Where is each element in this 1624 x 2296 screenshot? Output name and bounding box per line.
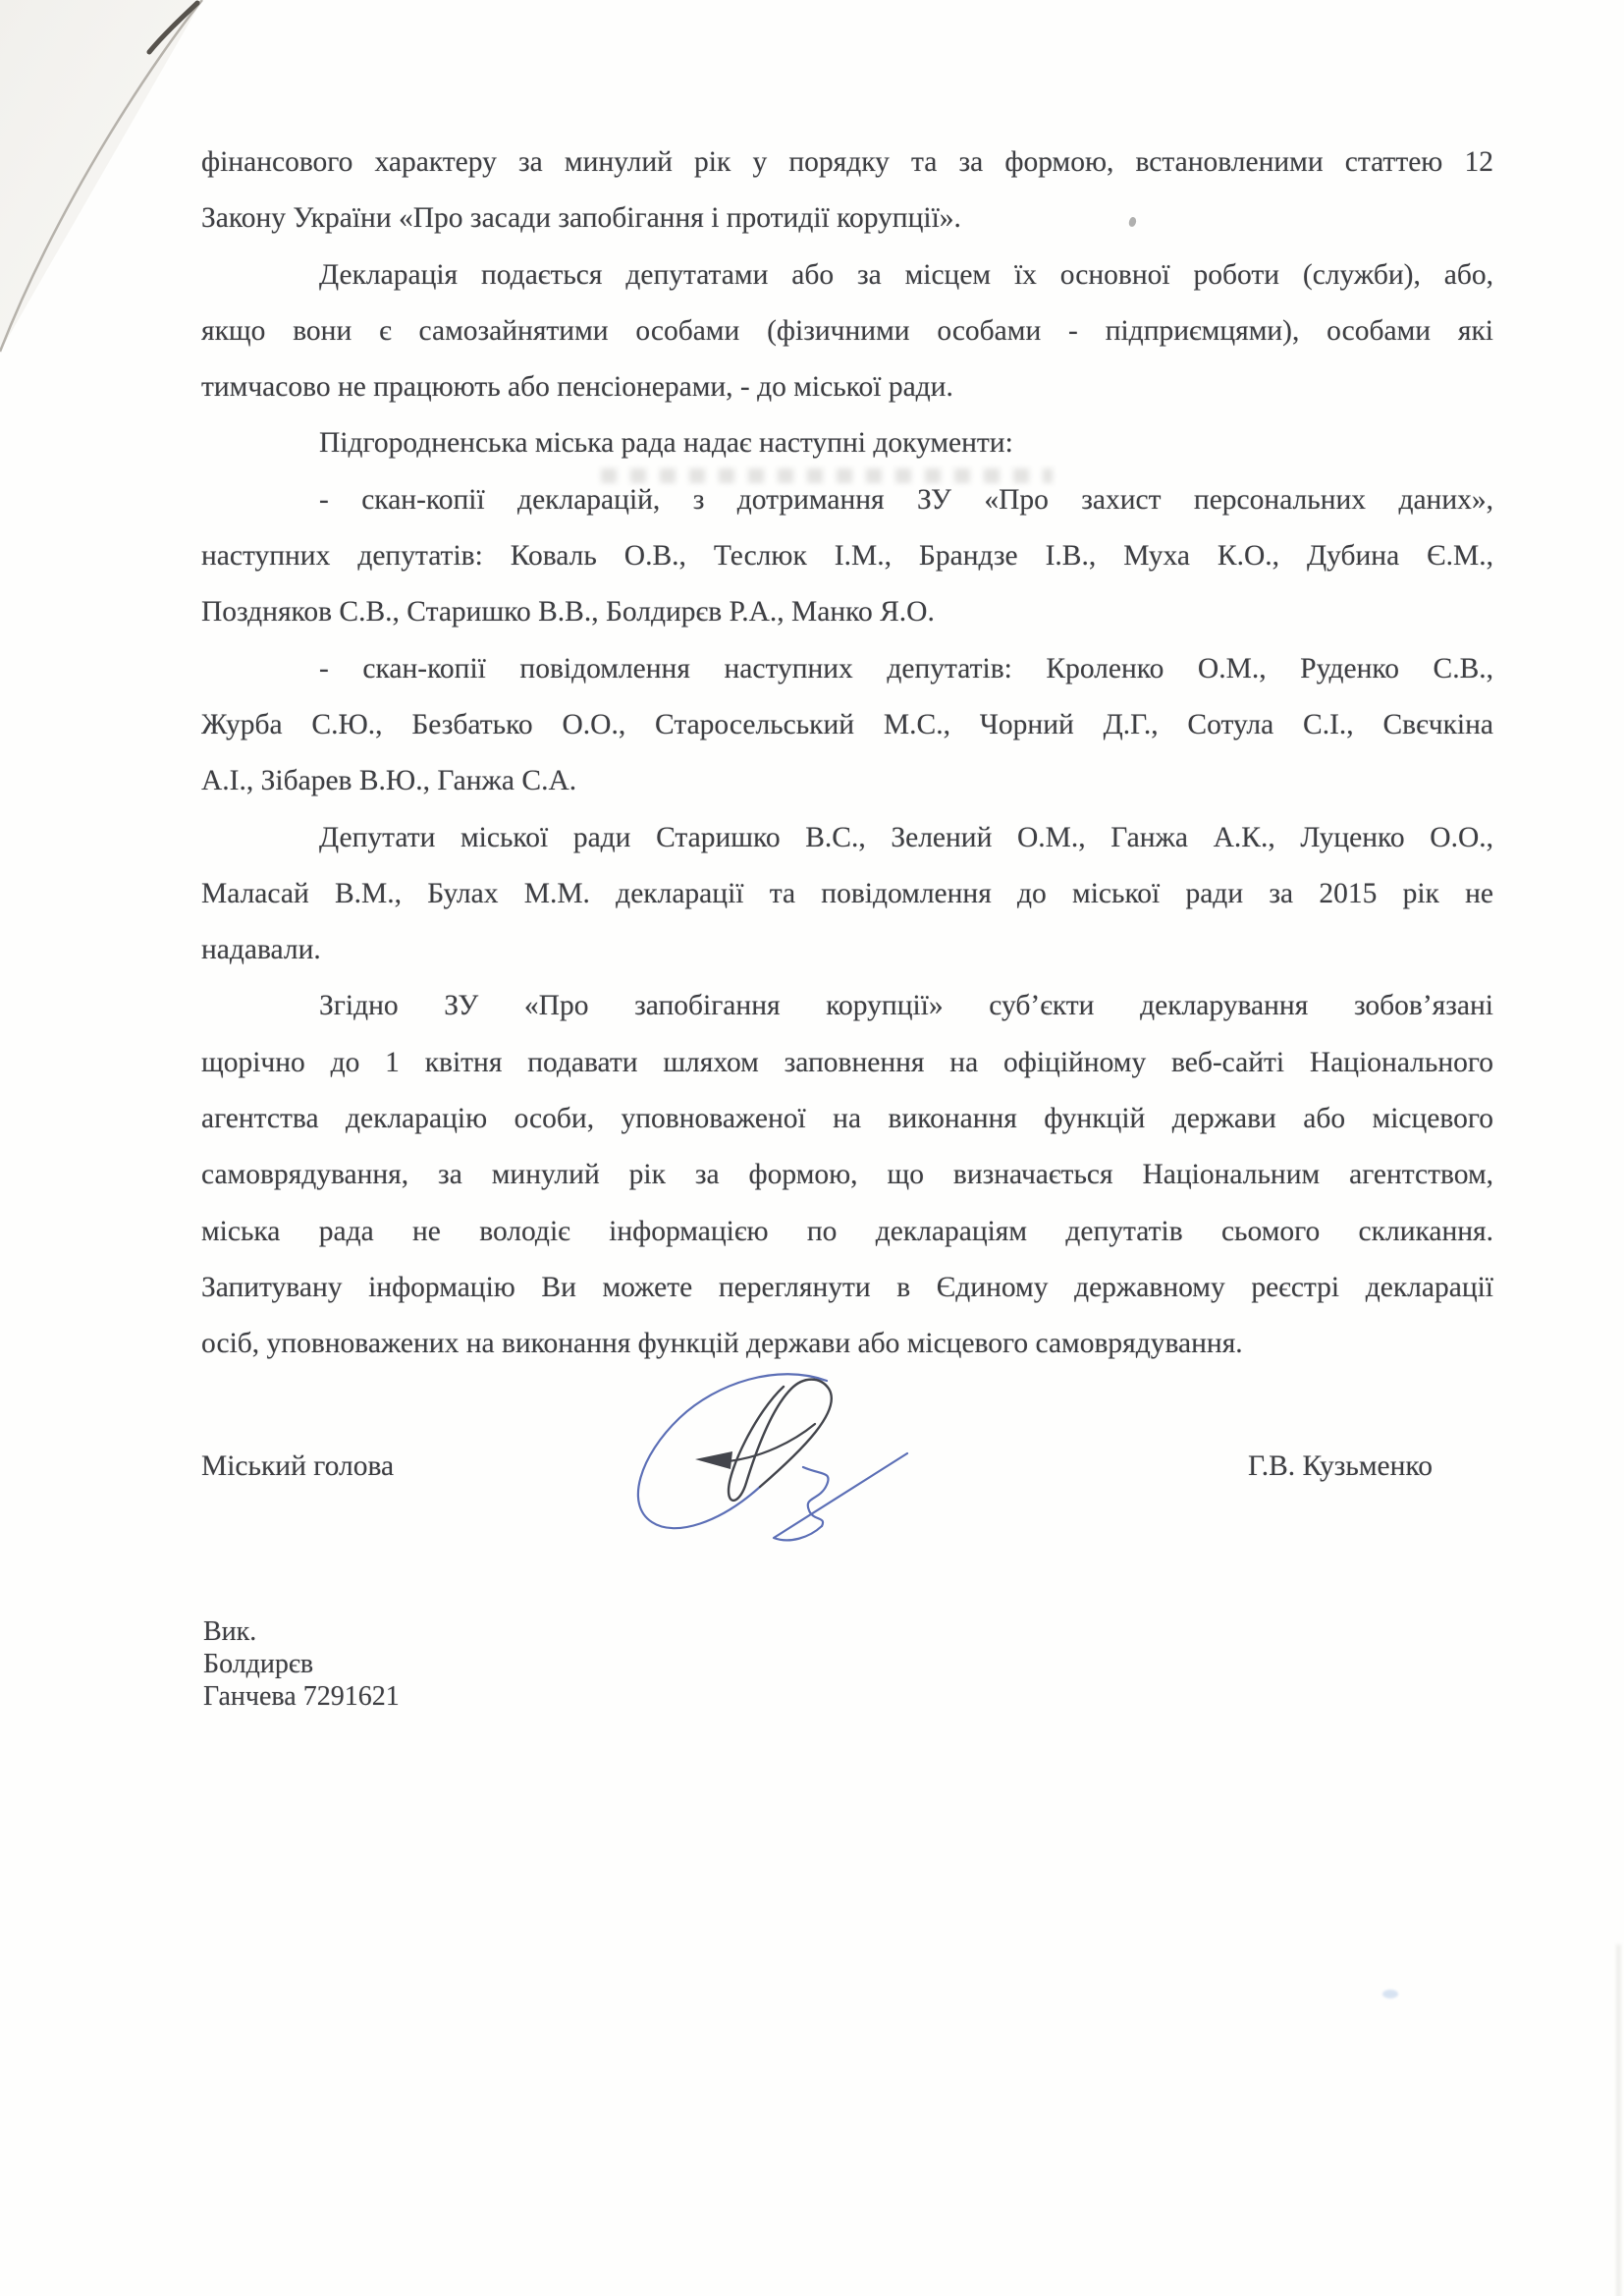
folded-corner-artifact: [0, 0, 236, 373]
text-line: - скан-копії декларацій, з дотримання ЗУ «Про захист персональних даних»,: [319, 483, 1493, 516]
text-line: Закону України «Про засади запобігання і протидії корупції».: [201, 202, 961, 235]
scan-speck-artifact: [1382, 1990, 1398, 1998]
text-line: Декларація подається депутатами або за місцем їх основної роботи (служби), або,: [319, 258, 1493, 291]
paragraph: [201, 641, 1493, 810]
paragraph: [201, 472, 1493, 641]
executor-line: Болдирєв: [203, 1649, 314, 1679]
paragraph: [201, 810, 1493, 979]
document-body-text: [201, 135, 1493, 1373]
executor-line: Вик.: [203, 1616, 257, 1647]
paragraph: [201, 978, 1493, 1372]
text-line: Підгородненська міська рада надає наступні документи:: [319, 427, 1013, 460]
text-line: самоврядування, за минулий рік за формою, що визначається Національним агентством,: [201, 1159, 1493, 1191]
handwritten-signature: [619, 1365, 913, 1552]
text-line: щорічно до 1 квітня подавати шляхом заповнення на офіційному веб-сайті Національного: [201, 1046, 1493, 1078]
text-line: Депутати міської ради Старишко В.С., Зелений О.М., Ганжа А.К., Луценко О.О.,: [319, 821, 1493, 853]
text-line: якщо вони є самозайнятими особами (фізичними особами - підприємцями), особами які: [201, 314, 1493, 347]
text-line: А.І., Зібарев В.Ю., Ганжа С.А.: [201, 765, 577, 797]
text-line: Поздняков С.В., Старишко В.В., Болдирєв Р.А., Манко Я.О.: [201, 596, 935, 629]
paragraph: [201, 415, 1493, 471]
text-line: надавали.: [201, 934, 321, 966]
text-line: Маласай В.М., Булах М.М. декларації та повідомлення до міської ради за 2015 рік не: [201, 877, 1493, 909]
text-line: Запитувану інформацію Ви можете переглянути в Єдиному державному реєстрі декларації: [201, 1271, 1493, 1303]
text-line: тимчасово не працюють або пенсіонерами, - до міської ради.: [201, 371, 953, 404]
executor-line: Ганчева 7291621: [203, 1681, 400, 1712]
text-line: міська рада не володіє інформацією по деклараціям депутатів сьомого скликання.: [201, 1215, 1493, 1247]
signatory-name: Г.В. Кузьменко: [1248, 1450, 1433, 1482]
text-line: - скан-копії повідомлення наступних депутатів: Кроленко О.М., Руденко С.В.,: [319, 652, 1493, 684]
executor-block: [203, 1615, 400, 1713]
text-line: наступних депутатів: Коваль О.В., Теслюк І.М., Брандзе І.В., Муха К.О., Дубина Є.М.,: [201, 540, 1493, 573]
signatory-position: Міський голова: [201, 1450, 395, 1482]
text-line: осіб, уповноважених на виконання функцій держави або місцевого самоврядування.: [201, 1328, 1243, 1360]
scanner-edge-artifact: [1616, 1944, 1621, 2296]
text-line: Згідно ЗУ «Про запобігання корупції» суб’єкти декларування зобов’язані: [319, 990, 1493, 1022]
text-line: фінансового характеру за минулий рік у порядку та за формою, встановленими статтею 12: [201, 146, 1493, 178]
text-line: агентства декларацію особи, уповноваженої на виконання функцій держави або місцевого: [201, 1103, 1493, 1135]
paragraph: [201, 135, 1493, 247]
text-line: Журба С.Ю., Безбатько О.О., Старосельський М.С., Чорний Д.Г., Сотула С.І., Свєчкіна: [201, 708, 1493, 740]
paragraph: [201, 247, 1493, 416]
